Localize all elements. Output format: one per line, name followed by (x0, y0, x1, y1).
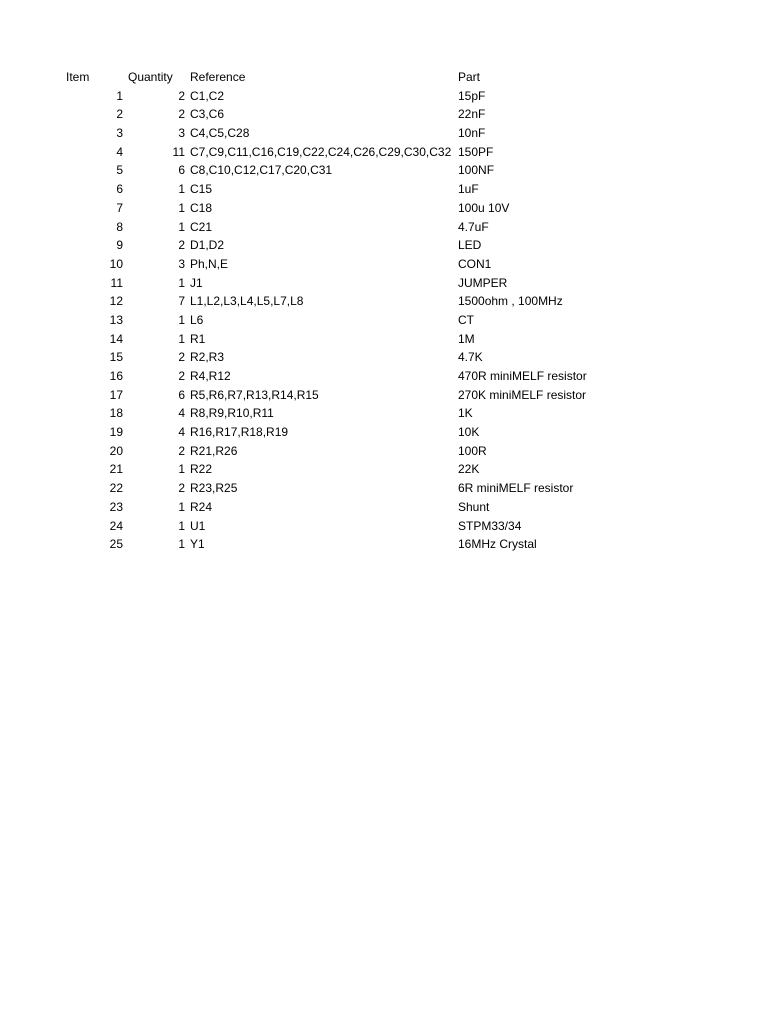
reference-cell: D1,D2 (190, 238, 225, 253)
reference-cell: Ph,N,E (190, 256, 229, 271)
part-cell: 4.7K (458, 350, 483, 365)
quantity-cell: 1 (178, 462, 185, 477)
quantity-cell: 2 (178, 481, 185, 496)
table-row (0, 180, 768, 199)
reference-cell: L1,L2,L3,L4,L5,L7,L8 (190, 294, 304, 309)
part-cell: 16MHz Crystal (458, 537, 537, 552)
reference-cell: U1 (190, 518, 206, 533)
table-row (0, 535, 768, 554)
table-row (0, 367, 768, 386)
quantity-cell: 2 (178, 350, 185, 365)
part-cell: JUMPER (458, 275, 508, 290)
table-row (0, 236, 768, 255)
part-cell: 22nF (458, 107, 486, 122)
part-cell: 100u 10V (458, 200, 510, 215)
reference-cell: C7,C9,C11,C16,C19,C22,C24,C26,C29,C30,C32 (190, 144, 452, 159)
reference-cell: C4,C5,C28 (190, 126, 250, 141)
bill-of-materials-table (0, 68, 768, 554)
part-cell: Shunt (458, 499, 490, 514)
table-row (0, 105, 768, 124)
reference-cell: R8,R9,R10,R11 (190, 406, 274, 421)
table-row (0, 274, 768, 293)
reference-cell: R16,R17,R18,R19 (190, 425, 289, 440)
item-number-cell: 19 (109, 425, 123, 440)
table-row (0, 124, 768, 143)
reference-cell: R4,R12 (190, 369, 231, 383)
item-number-cell: 2 (116, 107, 123, 122)
quantity-cell: 2 (178, 107, 185, 122)
quantity-cell: 7 (178, 294, 185, 309)
table-row (0, 311, 768, 330)
reference-cell: Y1 (190, 537, 205, 552)
quantity-cell: 3 (178, 126, 185, 141)
table-row (0, 218, 768, 237)
item-number-cell: 7 (116, 200, 123, 215)
part-cell: 15pF (458, 88, 486, 103)
table-row (0, 348, 768, 367)
table-row (0, 479, 768, 498)
part-cell: 270K miniMELF resistor (458, 387, 587, 402)
table-header-row (0, 68, 768, 87)
item-number-cell: 3 (116, 126, 123, 141)
column-header-item: Item (66, 70, 90, 84)
part-cell: 100NF (458, 163, 495, 178)
table-row (0, 87, 768, 106)
item-number-cell: 6 (116, 182, 123, 197)
table-row (0, 498, 768, 517)
quantity-cell: 1 (178, 219, 185, 234)
quantity-cell: 6 (178, 387, 185, 402)
table-row (0, 442, 768, 461)
quantity-cell: 4 (178, 425, 185, 440)
table-row (0, 330, 768, 349)
reference-cell: R24 (190, 499, 213, 514)
part-cell: 10K (458, 425, 480, 440)
quantity-cell: 3 (178, 256, 185, 271)
item-number-cell: 11 (110, 275, 123, 290)
part-cell: 1500ohm , 100MHz (458, 294, 563, 309)
part-cell: 100R (458, 443, 487, 458)
part-cell: CT (458, 312, 474, 327)
quantity-cell: 1 (178, 331, 185, 346)
item-number-cell: 25 (109, 537, 123, 552)
reference-cell: C8,C10,C12,C17,C20,C31 (190, 163, 333, 178)
part-cell: 1K (458, 406, 473, 421)
quantity-cell: 1 (178, 518, 185, 533)
reference-cell: R21,R26 (190, 443, 238, 458)
item-number-cell: 4 (116, 144, 123, 159)
quantity-cell: 2 (178, 238, 185, 253)
item-number-cell: 15 (109, 350, 123, 365)
table-row (0, 423, 768, 442)
item-number-cell: 10 (109, 256, 123, 271)
table-row (0, 460, 768, 479)
reference-cell: C1,C2 (190, 88, 225, 103)
reference-cell: C21 (190, 219, 213, 234)
reference-cell: R1 (190, 331, 206, 346)
column-header-part: Part (458, 70, 481, 84)
part-cell: LED (458, 238, 482, 253)
item-number-cell: 22 (109, 481, 123, 496)
table-row (0, 386, 768, 405)
table-row (0, 517, 768, 536)
reference-cell: C3,C6 (190, 107, 225, 122)
part-cell: 150PF (458, 144, 494, 159)
quantity-cell: 1 (178, 537, 185, 552)
item-number-cell: 8 (116, 219, 123, 234)
quantity-cell: 1 (178, 312, 185, 327)
item-number-cell: 18 (109, 406, 123, 421)
item-number-cell: 24 (109, 518, 123, 533)
part-cell: 470R miniMELF resistor (458, 369, 587, 383)
quantity-cell: 1 (178, 499, 185, 514)
column-header-quantity: Quantity (128, 70, 173, 84)
reference-cell: C15 (190, 182, 213, 197)
quantity-cell: 1 (178, 182, 185, 197)
item-number-cell: 17 (109, 387, 123, 402)
quantity-cell: 1 (178, 275, 185, 290)
part-cell: 1M (458, 331, 475, 346)
item-number-cell: 12 (109, 294, 123, 309)
part-cell: 1uF (458, 182, 479, 197)
table-row (0, 161, 768, 180)
table-row (0, 404, 768, 423)
table-row (0, 143, 768, 162)
quantity-cell: 1 (178, 200, 185, 215)
item-number-cell: 13 (109, 312, 123, 327)
quantity-cell: 4 (178, 406, 185, 421)
part-cell: 10nF (458, 126, 486, 141)
part-cell: STPM33/34 (458, 518, 522, 533)
table-row (0, 255, 768, 274)
part-cell: 22K (458, 462, 480, 477)
item-number-cell: 5 (116, 163, 123, 178)
item-number-cell: 21 (109, 462, 123, 477)
item-number-cell: 14 (109, 331, 123, 346)
quantity-cell: 2 (178, 88, 185, 103)
item-number-cell: 1 (116, 88, 123, 103)
reference-cell: J1 (190, 275, 203, 290)
reference-cell: R22 (190, 462, 213, 477)
quantity-cell: 2 (178, 443, 185, 458)
reference-cell: R5,R6,R7,R13,R14,R15 (190, 387, 319, 402)
part-cell: CON1 (458, 256, 492, 271)
table-body (0, 87, 768, 554)
reference-cell: R23,R25 (190, 481, 238, 496)
item-number-cell: 9 (116, 238, 123, 253)
reference-cell: L6 (190, 312, 204, 327)
item-number-cell: 20 (109, 443, 123, 458)
reference-cell: C18 (190, 200, 213, 215)
part-cell: 4.7uF (458, 219, 489, 234)
quantity-cell: 2 (178, 369, 185, 383)
item-number-cell: 23 (109, 499, 123, 514)
column-header-reference: Reference (190, 70, 246, 84)
reference-cell: R2,R3 (190, 350, 225, 365)
quantity-cell: 6 (178, 163, 185, 178)
table-row (0, 199, 768, 218)
table-row (0, 292, 768, 311)
quantity-cell: 11 (172, 144, 185, 159)
item-number-cell: 16 (109, 369, 123, 383)
part-cell: 6R miniMELF resistor (458, 481, 574, 496)
